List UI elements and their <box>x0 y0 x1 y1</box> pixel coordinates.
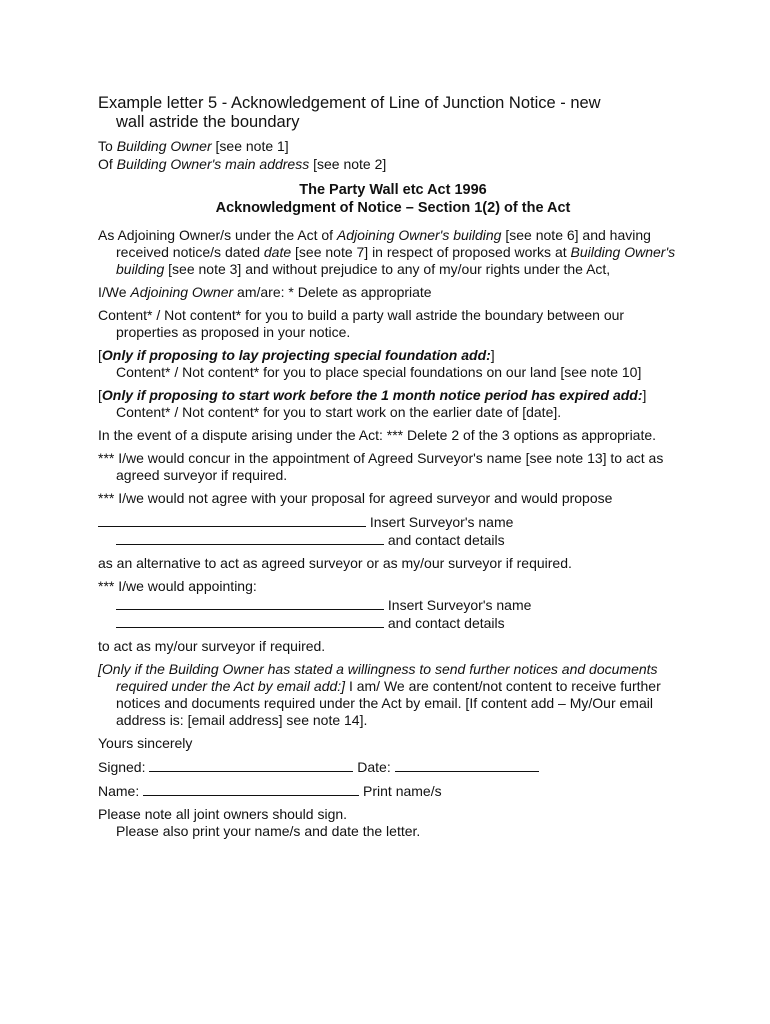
surveyor-contact-row-1: and contact details <box>98 531 688 549</box>
paragraph-special-foundation: [Only if proposing to lay projecting special foundation add:] Content* / Not content* for you to place special foundations on our land [see note 10] <box>98 347 642 380</box>
to-line: To Building Owner [see note 1] <box>98 138 289 154</box>
closing: Yours sincerely <box>98 735 193 751</box>
act-heading: The Party Wall etc Act 1996 <box>299 182 487 198</box>
paragraph-appointing: *** I/we would appointing: <box>98 578 257 594</box>
letter-page <box>98 94 688 846</box>
signature-field[interactable] <box>149 758 353 772</box>
section-heading: Acknowledgment of Notice – Section 1(2) of the Act <box>215 200 571 216</box>
paragraph-concur: *** I/we would concur in the appointment of Agreed Surveyor's name [see note 13] to act as agreed surveyor if required. <box>98 450 664 483</box>
paragraph-alternative: as an alternative to act as agreed surveyor or as my/our surveyor if required. <box>98 555 572 571</box>
paragraph-dispute: In the event of a dispute arising under the Act: *** Delete 2 of the 3 options as appropriate. <box>98 427 657 443</box>
paragraph-content-party-wall: Content* / Not content* for you to build a party wall astride the boundary between our properties as proposed in your notice. <box>98 307 625 340</box>
paragraph-adjoining-owner: As Adjoining Owner/s under the Act of Adjoining Owner's building [see note 6] and having received notice/s dated date [see note 7] in respect of proposed works at Building Owner's building [see note 3] and without prejudice to any of my/our rights under the Act, <box>98 227 676 277</box>
surveyor-contact-row-2: and contact details <box>98 614 688 632</box>
signed-row: Signed: Date: <box>98 758 688 776</box>
surveyor-name-row-1: Insert Surveyor's name <box>98 513 688 531</box>
surveyor-contact-field-1[interactable] <box>116 531 384 545</box>
paragraph-early-start: [Only if proposing to start work before the 1 month notice period has expired add:] Content* / Not content* for you to start work on the earlier date of [date]. <box>98 387 647 420</box>
paragraph-not-agree: *** I/we would not agree with your proposal for agreed surveyor and would propose <box>98 490 613 506</box>
paragraph-email: [Only if the Building Owner has stated a willingness to send further notices and documents required under the Act by email add:] I am/ We are content/not content to receive further notices and documents required under the Act by email. [If content add – My/Our email address is: [email address] see note 14]. <box>98 661 661 728</box>
date-field[interactable] <box>395 758 539 772</box>
surveyor-name-field-2[interactable] <box>116 596 384 610</box>
surveyor-contact-field-2[interactable] <box>116 614 384 628</box>
name-field[interactable] <box>143 782 359 796</box>
surveyor-name-row-2: Insert Surveyor's name <box>98 596 688 614</box>
name-row: Name: Print name/s <box>98 783 442 799</box>
paragraph-act-as-surveyor: to act as my/our surveyor if required. <box>98 638 326 654</box>
footer-note: Please note all joint owners should sign. Please also print your name/s and date the letter. <box>98 806 421 839</box>
letter-title: Example letter 5 - Acknowledgement of Line of Junction Notice - new wall astride the boundary <box>98 94 601 131</box>
surveyor-name-field-1[interactable] <box>98 513 366 527</box>
address-line: Of Building Owner's main address [see note 2] <box>98 156 387 172</box>
paragraph-i-we: I/We Adjoining Owner am/are: * Delete as appropriate <box>98 284 432 300</box>
